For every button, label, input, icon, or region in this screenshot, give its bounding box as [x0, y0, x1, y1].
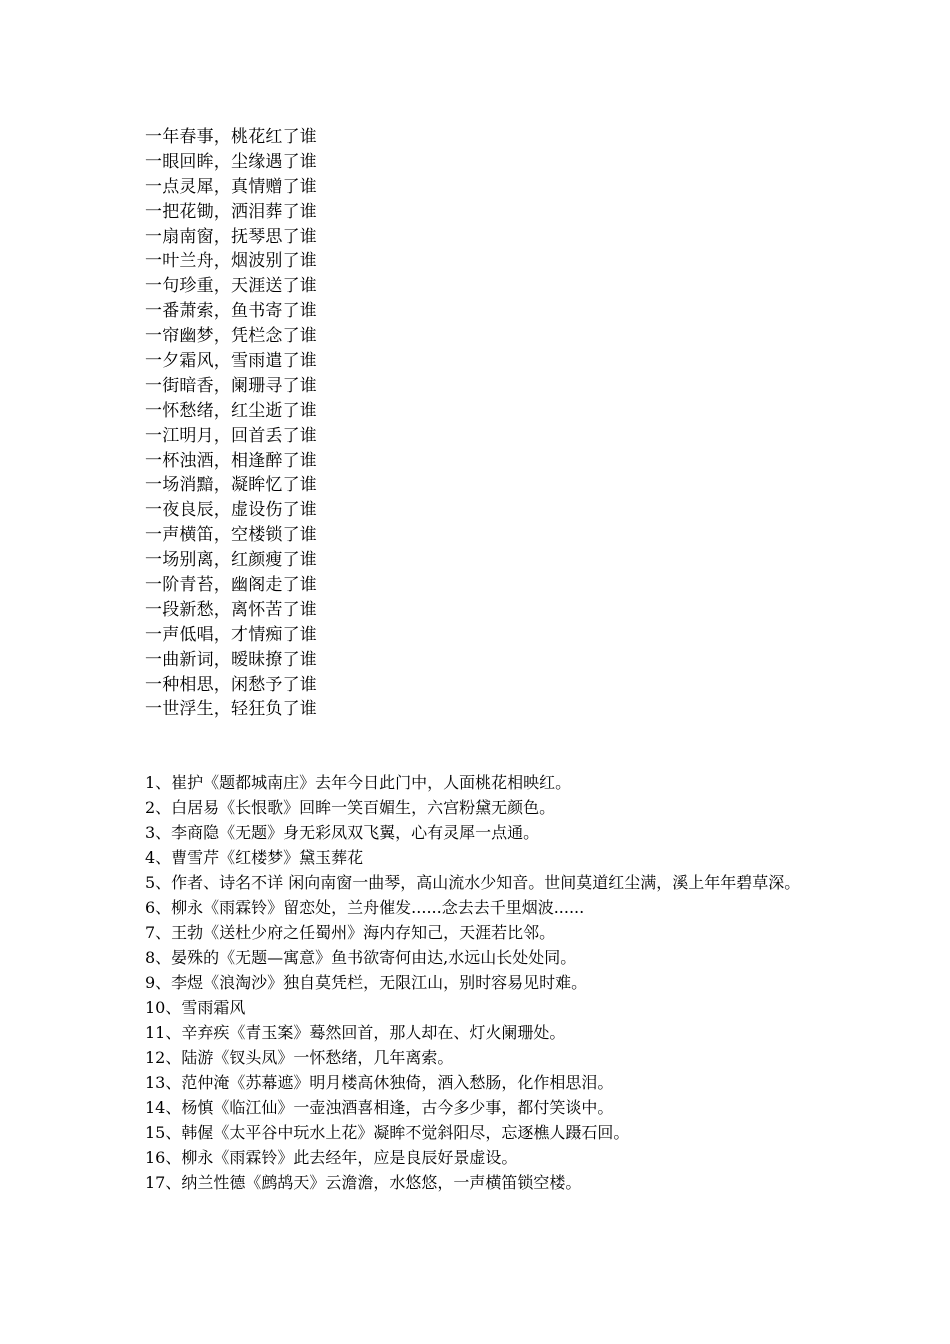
note-item: 14、杨慎《临江仙》一壶浊酒喜相逢，古今多少事，都付笑谈中。: [145, 1098, 614, 1117]
source-notes: [145, 770, 815, 1195]
poem-line: 一句珍重，天涯送了谁: [145, 276, 317, 297]
poem-line: 一点灵犀，真情赠了谁: [145, 176, 317, 197]
note-item: 1、崔护《题都城南庄》去年今日此门中，人面桃花相映红。: [145, 773, 572, 792]
poem-line: 一声低唱，才情痴了谁: [145, 624, 317, 645]
poem-line: 一世浮生，轻狂负了谁: [145, 699, 317, 720]
poem-line: 一声横笛，空楼锁了谁: [145, 525, 317, 546]
note-item: 5、作者、诗名不详 闲向南窗一曲琴，高山流水少知音。世间莫道红尘满，溪上年年碧草深。: [145, 873, 801, 892]
poem-line: 一街暗香，阑珊寻了谁: [145, 375, 317, 396]
note-item: 2、白居易《长恨歌》回眸一笑百媚生，六宫粉黛无颜色。: [145, 798, 556, 817]
note-item: 3、李商隐《无题》身无彩凤双飞翼，心有灵犀一点通。: [145, 823, 540, 842]
poem-line: 一年春事，桃花红了谁: [145, 127, 317, 147]
note-item: 10、雪雨霜风: [145, 998, 246, 1017]
poem-block: [145, 125, 545, 722]
poem-line: 一段新愁，离怀苦了谁: [145, 599, 317, 620]
poem-line: 一夜良辰，虚设伤了谁: [145, 500, 317, 521]
poem-line: 一场消黯，凝眸忆了谁: [145, 475, 317, 496]
note-item: 4、曹雪芹《红楼梦》黛玉葬花: [145, 848, 364, 867]
note-item: 7、王勃《送杜少府之任蜀州》海内存知己，天涯若比邻。: [145, 923, 556, 942]
note-item: 9、李煜《浪淘沙》独自莫凭栏，无限江山，别时容易见时难。: [145, 973, 588, 992]
note-item: 13、范仲淹《苏幕遮》明月楼高休独倚，酒入愁肠，化作相思泪。: [145, 1073, 614, 1092]
poem-line: 一杯浊酒，相逢醉了谁: [145, 450, 317, 471]
note-item: 15、韩偓《太平谷中玩水上花》凝眸不觉斜阳尽，忘逐樵人蹑石回。: [145, 1123, 630, 1142]
poem-line: 一番萧索，鱼书寄了谁: [145, 301, 317, 322]
note-item: 16、柳永《雨霖铃》此去经年，应是良辰好景虚设。: [145, 1148, 518, 1167]
note-item: 11、辛弃疾《青玉案》蓦然回首，那人却在、灯火阑珊处。: [145, 1023, 566, 1042]
poem-line: 一怀愁绪，红尘逝了谁: [145, 400, 317, 421]
poem-line: 一眼回眸，尘缘遇了谁: [145, 151, 317, 172]
poem-line: 一阶青苔，幽阁走了谁: [145, 575, 317, 596]
note-item: 17、纳兰性德《鹧鸪天》云澹澹，水悠悠，一声横笛锁空楼。: [145, 1173, 582, 1192]
poem-line: 一曲新词，暧昧撩了谁: [145, 649, 317, 670]
poem-line: 一帘幽梦，凭栏念了谁: [145, 326, 317, 347]
note-item: 8、晏殊的《无题—寓意》鱼书欲寄何由达,水远山长处处同。: [145, 948, 577, 967]
note-item: 6、柳永《雨霖铃》留恋处，兰舟催发......念去去千里烟波......: [145, 898, 585, 917]
poem-line: 一扇南窗，抚琴思了谁: [145, 226, 317, 247]
poem-line: 一江明月，回首丢了谁: [145, 425, 317, 446]
poem-line: 一种相思，闲愁予了谁: [145, 674, 317, 695]
poem-line: 一叶兰舟，烟波别了谁: [145, 251, 317, 272]
poem-line: 一夕霜风，雪雨遣了谁: [145, 351, 317, 372]
note-item: 12、陆游《钗头凤》一怀愁绪，几年离索。: [145, 1048, 454, 1067]
poem-line: 一把花锄，洒泪葬了谁: [145, 201, 317, 222]
poem-line: 一场别离，红颜瘦了谁: [145, 550, 317, 571]
